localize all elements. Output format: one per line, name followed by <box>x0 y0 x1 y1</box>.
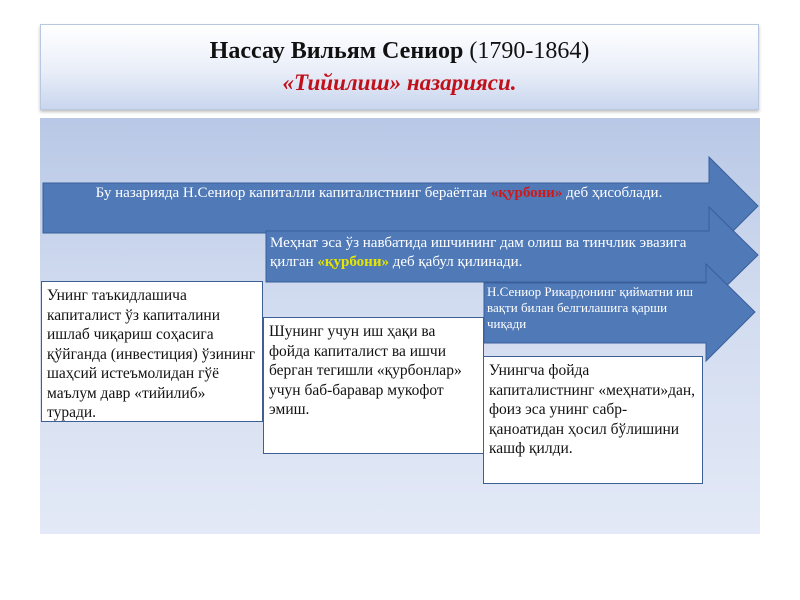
arrow-3-text: Н.Сениор Рикардонинг қийматни иш вақти билан белгилашига қарши чиқади <box>487 284 693 331</box>
arrow-1-text <box>64 184 694 203</box>
arrow-1-highlight: «қурбони» <box>490 185 563 201</box>
arrow-2-text-before: Меҳнат эса ўз навбатида ишчининг дам олиш ва тинчлик эвазига қилган <box>270 235 687 270</box>
text-box-1: Унинг таъкидлашича капиталист ўз капиталини ишлаб чиқариш соҳасига қўйганда (инвестиция) ўзининг шаҳсий истеъмолидан гўё маълум давр «тийилиб» туради. <box>41 281 263 422</box>
arrow-1-text-before: Бу назарияда Н.Сениор капиталли капиталистнинг бераётган <box>95 185 491 201</box>
author-name: Нассау Вильям Сениор <box>209 38 464 64</box>
text-box-2: Шунинг учун иш ҳақи ва фойда капиталист ва ишчи берган тегишли «қурбонлар» учун баб-баравар мукофот эмиш. <box>263 317 484 454</box>
arrow-1-text-after: деб ҳисоблади. <box>562 185 663 201</box>
arrow-2-text-after: деб қабул қилинади. <box>388 254 523 270</box>
text-box-3: Унингча фойда капиталистнинг «меҳнати»дан, фоиз эса унинг сабр-қаноатидан ҳосил бўлишини кашф қилди. <box>483 356 703 484</box>
author-years: (1790-1864) <box>469 38 590 64</box>
theory-subtitle: «Тийилиш» назарияси. <box>282 70 517 95</box>
arrow-2-highlight: «қурбони» <box>317 254 389 270</box>
arrow-2-text <box>270 234 710 272</box>
